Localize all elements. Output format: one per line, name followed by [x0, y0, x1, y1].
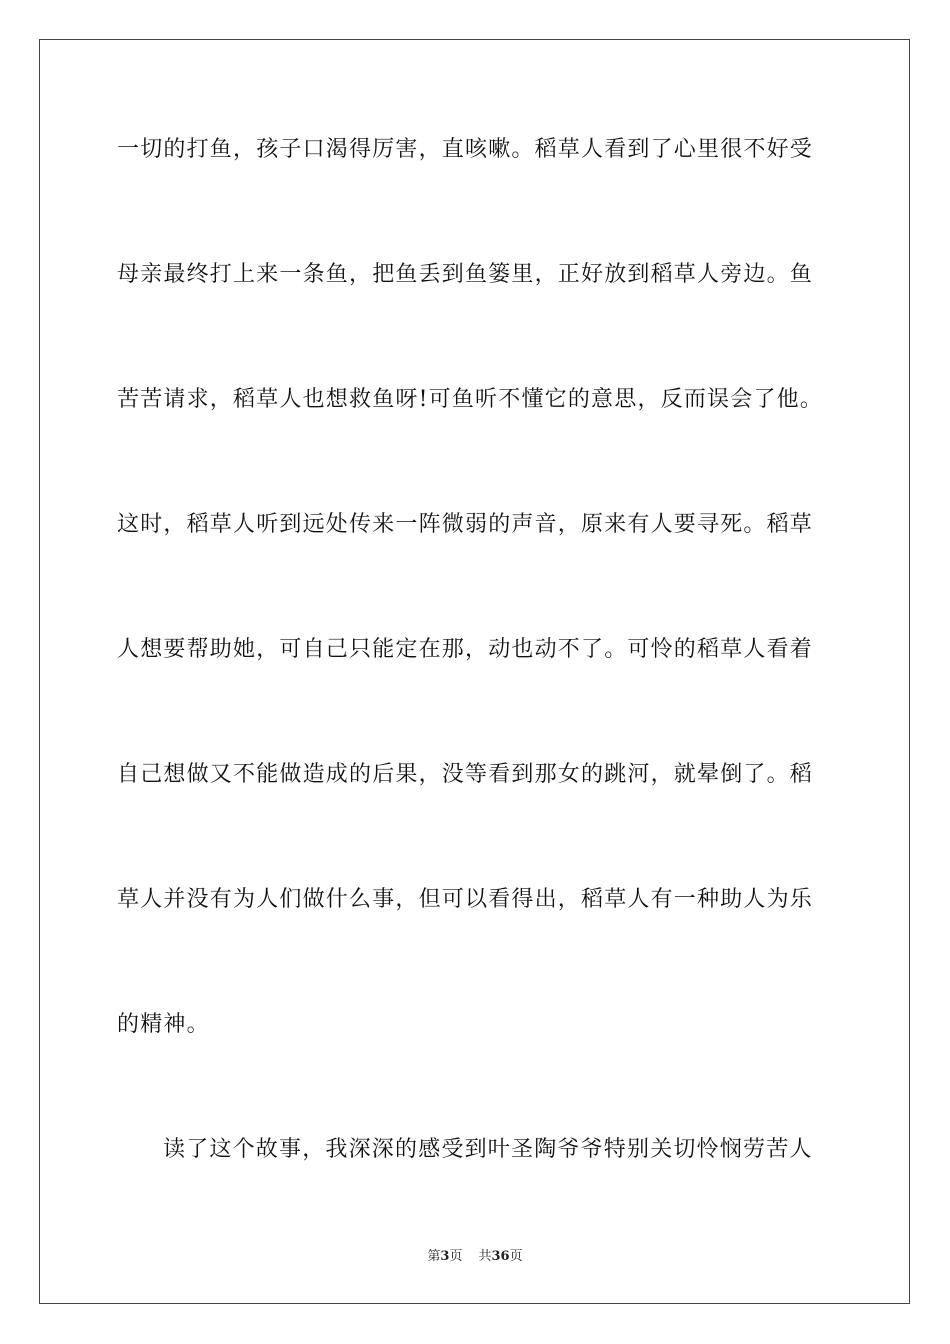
page-suffix: 页 — [449, 1249, 463, 1264]
text-line: 苦苦请求，稻草人也想救鱼呀!可鱼听不懂它的意思，反而误会了他。 — [117, 387, 824, 412]
page-border — [39, 39, 910, 1304]
paragraph-first-line: 读了这个故事，我深深的感受到叶圣陶爷爷特别关切怜悯劳苦人 — [163, 1137, 813, 1162]
text-line: 自己想做又不能做造成的后果，没等看到那女的跳河，就晕倒了。稻 — [117, 762, 814, 787]
page-prefix: 第 — [427, 1249, 441, 1264]
total-prefix: 共 — [478, 1249, 492, 1264]
text-line: 的精神。 — [117, 1012, 210, 1037]
text-line: 这时，稻草人听到远处传来一阵微弱的声音，原来有人要寻死。稻草 — [117, 512, 814, 537]
page-number: 3 — [440, 1249, 450, 1264]
text-line: 母亲最终打上来一条鱼，把鱼丢到鱼篓里，正好放到稻草人旁边。鱼 — [117, 262, 814, 287]
text-line: 草人并没有为人们做什么事，但可以看得出，稻草人有一种助人为乐 — [117, 887, 814, 912]
total-pages: 36 — [491, 1249, 510, 1264]
text-line: 人想要帮助她，可自己只能定在那，动也动不了。可怜的稻草人看着 — [117, 637, 814, 662]
text-line: 一切的打鱼，孩子口渴得厉害，直咳嗽。稻草人看到了心里很不好受 — [117, 137, 814, 162]
page-footer — [0, 1249, 950, 1265]
total-suffix: 页 — [509, 1249, 523, 1264]
